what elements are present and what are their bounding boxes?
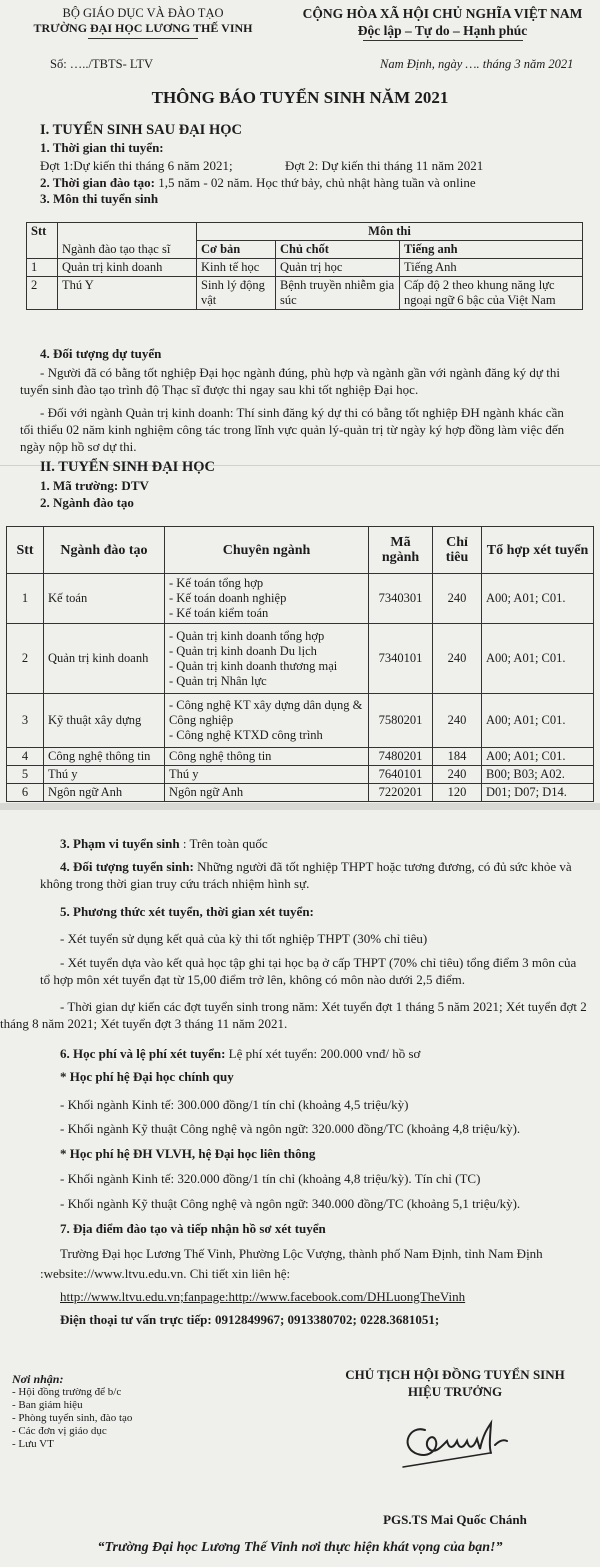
col-ma-nganh: Mã ngành	[369, 527, 433, 574]
undergrad-majors-table	[6, 526, 594, 802]
ministry-name: BỘ GIÁO DỤC VÀ ĐÀO TẠO	[62, 6, 224, 20]
part1-dot2: Đợt 2: Dự kiến thi tháng 11 năm 2021	[285, 158, 484, 173]
tuition-vlvh-heading: * Học phí hệ ĐH VLVH, hệ Đại học liên thông	[60, 1146, 316, 1161]
national-motto: Độc lập – Tự do – Hạnh phúc	[357, 23, 528, 38]
table-row	[7, 624, 594, 694]
cell-chi-tieu: 240	[433, 766, 482, 784]
specialization-item: - Quản trị kinh doanh tổng hợp	[169, 628, 325, 643]
signer-title-2: HIỆU TRƯỞNG	[407, 1384, 503, 1399]
recipient-item: - Hội đồng trường để b/c	[12, 1386, 122, 1398]
part2-heading: II. TUYỂN SINH ĐẠI HỌC	[40, 459, 215, 475]
cell-nganh: Kỹ thuật xây dựng	[44, 694, 165, 748]
part2-s4	[40, 858, 585, 892]
col-mon-thi: Môn thi	[197, 223, 583, 241]
cell-chu-chot: Quản trị học	[276, 259, 400, 277]
cell-ma-nganh: 7580201	[369, 694, 433, 748]
specialization-item: - Quản trị kinh doanh Du lịch	[169, 643, 317, 658]
part2-s3-text: : Trên toàn quốc	[179, 836, 268, 851]
specialization-item: - Kế toán kiểm toán	[169, 606, 269, 620]
specialization-item: - Kế toán tổng hợp	[169, 576, 264, 590]
cell-ma-nganh: 7340301	[369, 574, 433, 624]
cell-ma-nganh: 7640101	[369, 766, 433, 784]
part2-s4-label: 4. Đối tượng tuyển sinh:	[60, 859, 194, 874]
table-row	[7, 748, 594, 766]
cell-co-ban: Sinh lý động vật	[197, 277, 276, 310]
part2-s3	[60, 835, 268, 852]
col-stt: Stt	[7, 527, 44, 574]
cell-stt: 1	[27, 259, 58, 277]
cell-stt: 2	[27, 277, 58, 310]
part2-s5-heading: 5. Phương thức xét tuyển, thời gian xét tuyển:	[60, 904, 314, 919]
cell-co-ban: Kinh tế học	[197, 259, 276, 277]
cell-tieng-anh: Tiếng Anh	[400, 259, 583, 277]
part1-s4-p2: - Đối với ngành Quản trị kinh doanh: Thí sinh đăng ký dự thi có bằng tốt nghiệp ĐH ngành khác cần tối thiểu 02 năm kinh nghiệm công tác trong lĩnh vực quản lý-quản trị từ ngày ký hợp đồng làm việc đến ngày nộp hồ sơ dự thi.	[20, 405, 565, 454]
motto-underline	[363, 40, 523, 41]
tuition-vlvh-1: - Khối ngành Kinh tế: 320.000 đồng/1 tín chỉ (khoảng 4,8 triệu/kỳ). Tín chỉ (TC)	[60, 1171, 481, 1186]
col-nganh: Ngành đào tạo	[44, 527, 165, 574]
table-row	[7, 784, 594, 802]
cell-chuyen-nganh	[165, 624, 369, 694]
recipients-block	[12, 1373, 132, 1451]
part2-s5-p3: - Thời gian dự kiến các đợt tuyển sinh trong năm: Xét tuyển đợt 1 tháng 5 năm 2021; Xét tuyển đợt 2 tháng 8 năm 2021; Xét tuyển đợt 3 tháng 11 năm 2021.	[0, 999, 587, 1031]
part1-s4-p1: - Người đã có bằng tốt nghiệp Đại học ngành đúng, phù hợp và ngành gần với ngành đăng ký dự thi tuyển sinh đào tạo trình độ Thạc sĩ được thi ngay sau khi tốt nghiệp Đại học.	[20, 365, 560, 397]
cell-stt: 6	[7, 784, 44, 802]
table-row	[27, 277, 583, 310]
recipient-item: - Phòng tuyển sinh, đào tạo	[12, 1412, 133, 1424]
signer-name: PGS.TS Mai Quốc Chánh	[383, 1512, 527, 1527]
cell-ma-nganh: 7340101	[369, 624, 433, 694]
tuition-regular-2: - Khối ngành Kỹ thuật Công nghệ và ngôn ngữ: 320.000 đồng/TC (khoảng 4,8 triệu/kỳ).	[60, 1121, 521, 1136]
notice-title: THÔNG BÁO TUYỂN SINH NĂM 2021	[151, 88, 449, 107]
part2-s2: 2. Ngành đào tạo	[40, 495, 134, 510]
document-date: Nam Định, ngày …. tháng 3 năm 2021	[380, 57, 574, 71]
nation-name: CỘNG HÒA XÃ HỘI CHỦ NGHĨA VIỆT NAM	[302, 6, 583, 21]
cell-chi-tieu: 240	[433, 574, 482, 624]
table-row	[7, 766, 594, 784]
recipient-item: - Các đơn vị giáo dục	[12, 1425, 107, 1437]
cell-to-hop: A00; A01; C01.	[482, 574, 594, 624]
recipient-item: - Ban giám hiệu	[12, 1399, 83, 1411]
table-header-row	[27, 223, 583, 241]
cell-ma-nganh: 7220201	[369, 784, 433, 802]
part1-s3-heading: 3. Môn thi tuyển sinh	[40, 191, 159, 206]
website-facebook-link[interactable]: http://www.ltvu.edu.vn;fanpage:http://www.facebook.com/DHLuongTheVinh	[60, 1289, 466, 1304]
cell-stt: 4	[7, 748, 44, 766]
cell-nganh: Quản trị kinh doanh	[58, 259, 197, 277]
cell-nganh: Công nghệ thông tin	[44, 748, 165, 766]
cell-nganh: Ngôn ngữ Anh	[44, 784, 165, 802]
cell-to-hop: D01; D07; D14.	[482, 784, 594, 802]
cell-tieng-anh: Cấp độ 2 theo khung năng lực ngoại ngữ 6 bậc của Việt Nam	[400, 277, 583, 310]
specialization-item: - Công nghệ KTXD công trình	[169, 728, 323, 742]
cell-to-hop: B00; B03; A02.	[482, 766, 594, 784]
part2-s5-p2: - Xét tuyển dựa vào kết quả học tập ghi tại học bạ ở cấp THPT (70% chỉ tiêu) tổng điểm 3 môn của tổ hợp môn xét tuyển đạt từ 15,00 điểm trở lên, không có môn nào dưới 2,5 điểm.	[40, 955, 577, 987]
col-chu-chot: Chủ chốt	[276, 241, 400, 259]
part2-s3-label: 3. Phạm vi tuyển sinh	[60, 836, 180, 851]
handwritten-signature	[395, 1405, 525, 1475]
part2-s5-p1: - Xét tuyển sử dụng kết quả của kỳ thi tốt nghiệp THPT (30% chỉ tiêu)	[60, 931, 428, 946]
issuer-underline	[88, 38, 198, 39]
part2-s1: 1. Mã trường: DTV	[40, 478, 149, 493]
signature-block	[320, 1366, 590, 1400]
part1-s2-text: 1,5 năm - 02 năm. Học thứ bảy, chủ nhật hàng tuần và online	[154, 175, 476, 190]
cell-to-hop: A00; A01; C01.	[482, 624, 594, 694]
cell-chuyen-nganh: Ngôn ngữ Anh	[165, 784, 369, 802]
recipient-item: - Lưu VT	[12, 1438, 54, 1450]
cell-stt: 2	[7, 624, 44, 694]
cell-chi-tieu: 240	[433, 694, 482, 748]
specialization-item: - Công nghệ KT xây dựng dân dụng & Công nghiệp	[169, 698, 363, 727]
cell-nganh: Kế toán	[44, 574, 165, 624]
cell-chi-tieu: 184	[433, 748, 482, 766]
cell-to-hop: A00; A01; C01.	[482, 748, 594, 766]
recipients-heading: Nơi nhận:	[12, 1372, 64, 1386]
specialization-item: - Quản trị kinh doanh thương mại	[169, 658, 338, 673]
cell-nganh: Quản trị kinh doanh	[44, 624, 165, 694]
cell-stt: 5	[7, 766, 44, 784]
cell-chuyen-nganh: Thú y	[165, 766, 369, 784]
part2-s4-text: Những người đã tốt nghiệp THPT hoặc tương đương, có đủ sức khỏe và không trong thời gian truy cứu trách nhiệm hình sự.	[40, 859, 572, 891]
col-chuyen-nganh: Chuyên ngành	[165, 527, 369, 574]
school-name: TRƯỜNG ĐẠI HỌC LƯƠNG THẾ VINH	[33, 21, 253, 35]
specialization-item: - Kế toán doanh nghiệp	[169, 591, 287, 605]
cell-nganh: Thú Y	[58, 277, 197, 310]
cell-chuyen-nganh	[165, 574, 369, 624]
cell-stt: 3	[7, 694, 44, 748]
part1-heading: I. TUYỂN SINH SAU ĐẠI HỌC	[40, 122, 242, 138]
table-row	[27, 259, 583, 277]
part1-s4-heading: 4. Đối tượng dự tuyển	[40, 346, 162, 361]
masters-exam-table	[26, 222, 583, 310]
tuition-regular-heading: * Học phí hệ Đại học chính quy	[60, 1069, 234, 1084]
hotline-line: Điện thoại tư vấn trực tiếp: 0912849967; 0913380702; 0228.3681051;	[60, 1312, 440, 1327]
table-row	[7, 574, 594, 624]
specialization-item: - Quản trị Nhân lực	[169, 673, 267, 688]
cell-ma-nganh: 7480201	[369, 748, 433, 766]
part2-s6-text: Lệ phí xét tuyển: 200.000 vnđ/ hồ sơ	[225, 1046, 421, 1061]
website-line: :website://www.ltvu.edu.vn. Chi tiết xin liên hệ:	[40, 1266, 291, 1281]
school-slogan: “Trường Đại học Lương Thế Vinh nơi thực hiện khát vọng của bạn!”	[97, 1540, 503, 1555]
cell-to-hop: A00; A01; C01.	[482, 694, 594, 748]
cell-stt: 1	[7, 574, 44, 624]
part1-s2-label: 2. Thời gian đào tạo:	[40, 175, 155, 190]
part1-s1-heading: 1. Thời gian thi tuyển:	[40, 140, 164, 155]
cell-chu-chot: Bệnh truyền nhiễm gia súc	[276, 277, 400, 310]
col-to-hop: Tổ hợp xét tuyển	[482, 527, 594, 574]
col-stt: Stt	[27, 223, 58, 259]
part1-s2	[40, 174, 476, 191]
scan-seam	[0, 803, 600, 810]
cell-chuyen-nganh	[165, 694, 369, 748]
cell-nganh: Thú y	[44, 766, 165, 784]
col-tieng-anh: Tiếng anh	[400, 241, 583, 259]
document-number: Số: …../TBTS- LTV	[50, 57, 154, 71]
col-co-ban: Cơ bản	[197, 241, 276, 259]
issuer-block	[8, 6, 278, 39]
tuition-regular-1: - Khối ngành Kinh tế: 300.000 đồng/1 tín chỉ (khoảng 4,5 triệu/kỳ)	[60, 1097, 409, 1112]
cell-chi-tieu: 240	[433, 624, 482, 694]
part2-s6-label: 6. Học phí và lệ phí xét tuyển:	[60, 1046, 226, 1061]
cell-chuyen-nganh: Công nghệ thông tin	[165, 748, 369, 766]
part2-s7-heading: 7. Địa điểm đào tạo và tiếp nhận hồ sơ xét tuyển	[60, 1221, 326, 1236]
part1-dot1: Đợt 1:Dự kiến thi tháng 6 năm 2021;	[40, 158, 233, 173]
national-block	[290, 5, 595, 41]
col-nganh: Ngành đào tạo thạc sĩ	[58, 223, 197, 259]
part2-s6	[60, 1045, 420, 1062]
cell-chi-tieu: 120	[433, 784, 482, 802]
campus-address: Trường Đại học Lương Thế Vinh, Phường Lộc Vượng, thành phố Nam Định, tỉnh Nam Định	[60, 1246, 543, 1261]
table-row	[7, 694, 594, 748]
col-chi-tieu: Chỉ tiêu	[433, 527, 482, 574]
tuition-vlvh-2: - Khối ngành Kỹ thuật Công nghệ và ngôn ngữ: 340.000 đồng/TC (khoảng 5,1 triệu/kỳ).	[60, 1196, 521, 1211]
table-header-row	[7, 527, 594, 574]
signer-title-1: CHỦ TỊCH HỘI ĐỒNG TUYỂN SINH	[345, 1367, 565, 1382]
